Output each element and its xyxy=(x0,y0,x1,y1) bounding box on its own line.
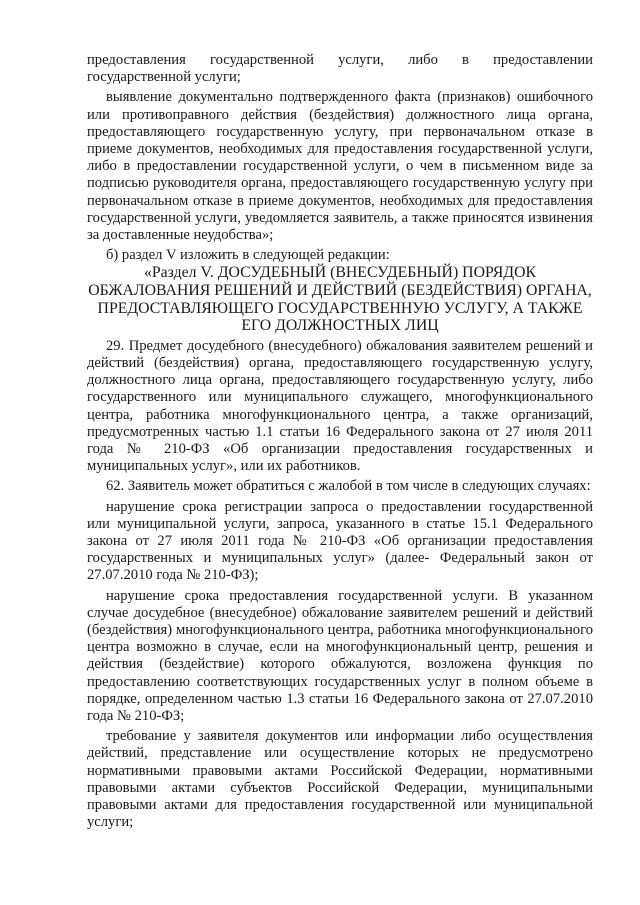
paragraph-62: 62. Заявитель может обратиться с жалобой в том числе в следующих случаях: xyxy=(106,478,591,495)
paragraph-registration-violation: нарушение срока регистрации запроса о предоставлении государственной или муниципальной услуги, запроса, указанного в статье 15.1 Федерального закона от 27 июля 2011 года № 210-ФЗ «Об организации предоставления государственных и муниципальных услуг» (далее- Федеральный закон от 27.07.2010 года № 210-ФЗ); xyxy=(87,498,593,584)
paragraph-document-requirement: требование у заявителя документов или информации либо осуществления действий, представление или осуществление которых не предусмотрено нормативными правовыми актами Российской Федерации, нормативными правовыми актами субъектов Российской Федерации, муниципальными правовыми актами для предоставления государственной или муниципальной услуги; xyxy=(87,728,593,831)
document-body xyxy=(87,52,593,832)
paragraph-continuation: предоставления государственной услуги, либо в предоставлении государственной услуги; xyxy=(87,52,593,86)
paragraph-error-detection: выявление документально подтвержденного факта (признаков) ошибочного или противоправного действия (бездействия) должностного лица органа, предоставляющего государственную услугу, при первоначальном отказе в приеме документов, необходимых для предоставления государственной услуги, либо в предоставлении государственной услуги, о чем в письменном виде за подписью руководителя органа, предоставляющего государственную услугу при первоначальном отказе в приеме документов, необходимых для предоставления государственной услуги, уведомляется заявитель, а также приносятся извинения за доставленные неудобства»; xyxy=(87,89,593,244)
paragraph-29: 29. Предмет досудебного (внесудебного) обжалования заявителем решений и действий (бездействия) органа, предоставляющего государственную услугу, должностного лица органа, предоставляющего государственную услугу, либо государственного или муниципального служащего, многофункционального центра, работника многофункционального центра, а также организаций, предусмотренных частью 1.1 статьи 16 Федерального закона от 27 июля 2011 года № 210-ФЗ «Об организации предоставления государственных и муниципальных услуг», или их работников. xyxy=(87,337,593,475)
paragraph-section-instruction: б) раздел V изложить в следующей редакции: xyxy=(106,247,390,264)
section-title: «Раздел V. ДОСУДЕБНЫЙ (ВНЕСУДЕБНЫЙ) ПОРЯДОК ОБЖАЛОВАНИЯ РЕШЕНИЙ И ДЕЙСТВИЙ (БЕЗДЕЙСТВИЯ) ОРГАНА, ПРЕДОСТАВЛЯЮЩЕГО ГОСУДАРСТВЕННУЮ УСЛУГУ, А ТАКЖЕ ЕГО ДОЛЖНОСТНЫХ ЛИЦ xyxy=(88,264,592,335)
paragraph-deadline-violation: нарушение срока предоставления государственной услуги. В указанном случае досудебное (внесудебное) обжалование заявителем решений и действий (бездействия) многофункционального центра, работника многофункционального центра возможно в случае, если на многофункциональный центр, решения и действия (бездействие) которого обжалуются, возложена функция по предоставлению соответствующих государственных услуг в полном объеме в порядке, определенном частью 1.3 статьи 16 Федерального закона от 27.07.2010 года № 210-ФЗ; xyxy=(87,587,593,725)
